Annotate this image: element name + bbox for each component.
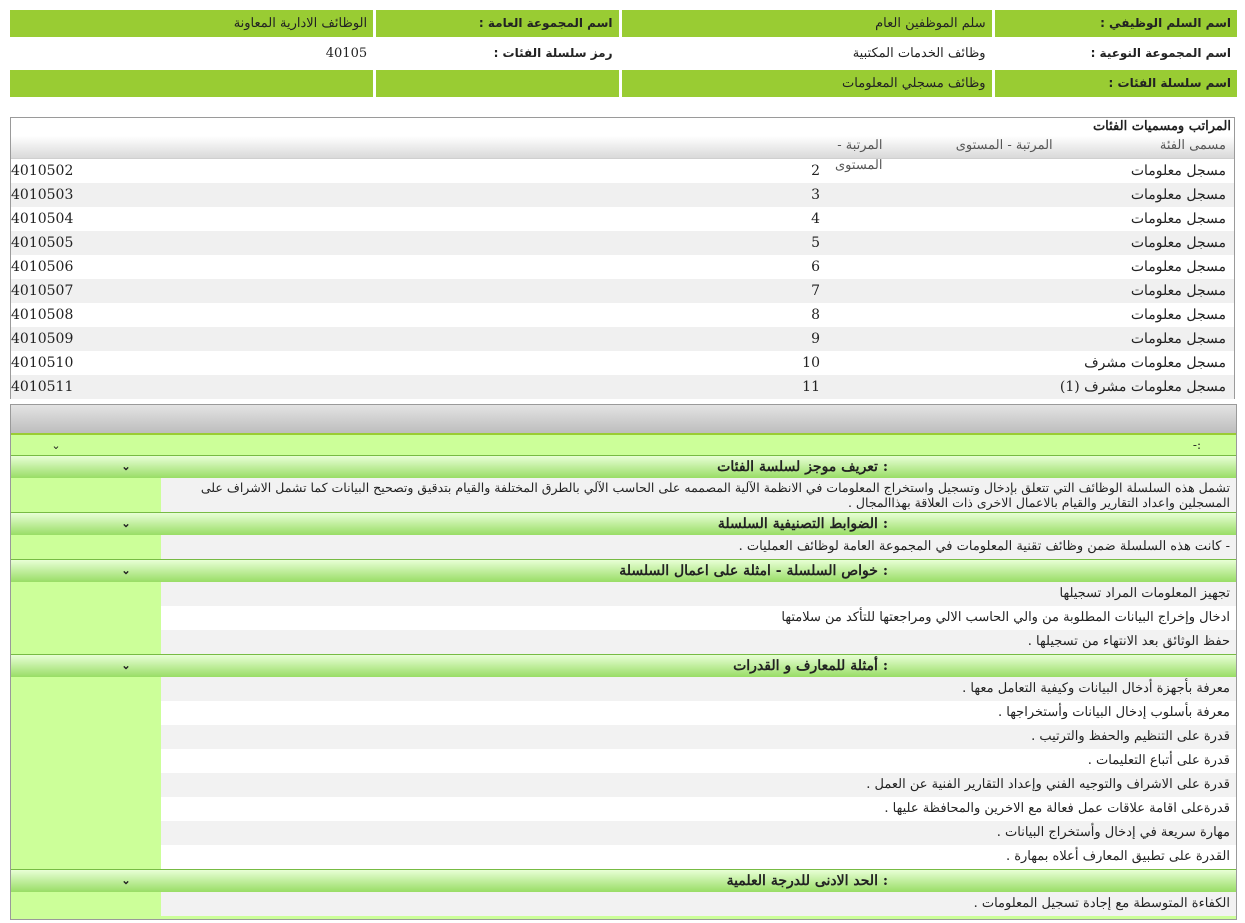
series-name-value: وظائف مسجلي المعلومات <box>622 70 992 97</box>
table-row <box>11 231 1234 255</box>
section-title: : تعريف موجز لسلسة الفئات <box>717 459 888 475</box>
code-cell: 4010507 <box>11 283 74 299</box>
category-name-cell: مسجل معلومات مشرف <box>1084 355 1226 371</box>
section-title: : الحد الادنى للدرجة العلمية <box>726 873 888 889</box>
section-spacer <box>11 892 161 916</box>
category-name-cell: مسجل معلومات <box>1130 187 1226 203</box>
section-spacer <box>11 845 161 869</box>
rank-cell: 2 <box>811 163 820 179</box>
category-name-cell: مسجل معلومات <box>1130 235 1226 251</box>
table-row <box>11 159 1234 183</box>
section-title: : أمثلة للمعارف و القدرات <box>733 658 888 674</box>
section-spacer <box>11 582 161 606</box>
chevron-down-icon[interactable]: ⌄ <box>121 517 131 530</box>
list-item <box>11 535 1236 559</box>
category-name-cell: مسجل معلومات <box>1130 307 1226 323</box>
scale-name-value: سلم الموظفين العام <box>622 10 992 37</box>
list-item <box>11 845 1236 869</box>
specific-group-label: اسم المجموعة النوعية : <box>995 40 1237 67</box>
section-spacer <box>11 821 161 845</box>
section-line: معرفة بأجهزة أدخال البيانات وكيفية التعامل معها . <box>161 677 1236 701</box>
table-row <box>11 279 1234 303</box>
section-header[interactable] <box>11 869 1236 892</box>
code-cell: 4010504 <box>11 211 74 227</box>
list-item <box>11 606 1236 630</box>
table-row <box>11 207 1234 231</box>
list-item <box>11 773 1236 797</box>
list-item <box>11 749 1236 773</box>
chevron-down-icon[interactable]: ⌄ <box>121 564 131 577</box>
grades-table <box>10 117 1235 399</box>
series-code-value: 40105 <box>10 40 373 67</box>
section-line: القدرة على تطبيق المعارف أعلاه بمهارة . <box>161 845 1236 869</box>
section-header[interactable] <box>11 654 1236 677</box>
section-spacer <box>11 773 161 797</box>
code-cell: 4010503 <box>11 187 74 203</box>
section-line: تشمل هذه السلسلة الوظائف التي تتعلق بإدخال وتسجيل واستخراج المعلومات في الانظمة الآلية المصممه على الحاسب الآلي بالطرق المختلفة والقيام بتدقيق وتصحيح البيانات كما تشمل الاشراف على المسجلين واعداد التقارير والقيام بالاعمال الاخرى ذات العلاقة بهذاالمجال . <box>161 478 1236 512</box>
list-item <box>11 478 1236 512</box>
list-item <box>11 701 1236 725</box>
code-cell: 4010508 <box>11 307 74 323</box>
list-item <box>11 725 1236 749</box>
col-rank[interactable]: المرتبة - المستوى <box>955 138 1053 153</box>
section-header[interactable] <box>11 455 1236 478</box>
category-name-cell: مسجل معلومات <box>1130 259 1226 275</box>
info-row-1 <box>10 10 1237 37</box>
table-row <box>11 255 1234 279</box>
section-spacer <box>11 749 161 773</box>
section-line: - كانت هذه السلسلة ضمن وظائف تقنية المعلومات في المجموعة العامة لوظائف العمليات . <box>161 535 1236 559</box>
code-cell: 4010510 <box>11 355 74 371</box>
chevron-down-icon[interactable]: ⌄ <box>121 460 131 473</box>
list-item <box>11 630 1236 654</box>
table-row <box>11 375 1234 399</box>
code-cell: 4010506 <box>11 259 74 275</box>
grades-title: المراتب ومسميات الفئات <box>1092 119 1231 134</box>
section-header[interactable] <box>11 559 1236 582</box>
table-row <box>11 351 1234 375</box>
panel-top-row <box>11 435 1236 455</box>
list-item <box>11 677 1236 701</box>
section-line: ادخال وإخراج البيانات المطلوبة من والي الحاسب الالي ومراجعتها للتأكد من سلامتها <box>161 606 1236 630</box>
general-group-label: اسم المجموعة العامة : <box>376 10 618 37</box>
chevron-down-icon[interactable]: ⌄ <box>51 438 61 452</box>
empty-label <box>376 70 618 97</box>
section-spacer <box>11 606 161 630</box>
info-row-3 <box>10 70 1237 97</box>
section-title: : الضوابط التصنيفية السلسلة <box>717 516 888 532</box>
section-spacer <box>11 630 161 654</box>
panel-top-label: :- <box>1192 438 1201 452</box>
col-code[interactable]: المرتبة - المستوى <box>835 138 883 173</box>
empty-value <box>10 70 373 97</box>
section-line: حفظ الوثائق بعد الانتهاء من تسجيلها . <box>161 630 1236 654</box>
table-row <box>11 327 1234 351</box>
code-cell: 4010511 <box>11 379 74 395</box>
col-category-name[interactable]: مسمى الفئة <box>1159 138 1226 153</box>
rank-cell: 8 <box>811 307 820 323</box>
list-item <box>11 797 1236 821</box>
section-spacer <box>11 677 161 701</box>
section-line: مهارة سريعة في إدخال وأستخراج البيانات . <box>161 821 1236 845</box>
rank-cell: 5 <box>811 235 820 251</box>
section-line: معرفة بأسلوب إدخال البيانات وأستخراجها . <box>161 701 1236 725</box>
category-name-cell: مسجل معلومات <box>1130 211 1226 227</box>
rank-cell: 9 <box>811 331 820 347</box>
section-spacer <box>11 797 161 821</box>
panel-toolbar <box>11 405 1236 435</box>
section-line: قدرة على الاشراف والتوجيه الفني وإعداد التقارير الفنية عن العمل . <box>161 773 1236 797</box>
code-cell: 4010502 <box>11 163 74 179</box>
section-spacer <box>11 725 161 749</box>
rank-cell: 11 <box>802 379 820 395</box>
section-line: تجهيز المعلومات المراد تسجيلها <box>161 582 1236 606</box>
panel-sections <box>11 455 1236 916</box>
category-name-cell: مسجل معلومات <box>1130 163 1226 179</box>
list-item <box>11 892 1236 916</box>
list-item <box>11 821 1236 845</box>
rank-cell: 4 <box>811 211 820 227</box>
code-cell: 4010505 <box>11 235 74 251</box>
series-code-label: رمز سلسلة الفئات : <box>376 40 618 67</box>
section-header[interactable] <box>11 512 1236 535</box>
general-group-value: الوظائف الادارية المعاونة <box>10 10 373 37</box>
info-row-2 <box>10 40 1237 67</box>
section-spacer <box>11 535 161 559</box>
rank-cell: 3 <box>811 187 820 203</box>
rank-cell: 6 <box>811 259 820 275</box>
specific-group-value: وظائف الخدمات المكتبية <box>622 40 992 67</box>
rank-cell: 10 <box>802 355 820 371</box>
chevron-down-icon[interactable]: ⌄ <box>121 659 131 672</box>
grades-body <box>11 159 1234 399</box>
table-row <box>11 303 1234 327</box>
rank-cell: 7 <box>811 283 820 299</box>
scale-name-label: اسم السلم الوظيفي : <box>995 10 1237 37</box>
section-line: قدرة على التنظيم والحفظ والترتيب . <box>161 725 1236 749</box>
code-cell: 4010509 <box>11 331 74 347</box>
section-line: الكفاءة المتوسطة مع إجادة تسجيل المعلومات . <box>161 892 1236 916</box>
series-description-panel <box>10 404 1237 920</box>
chevron-down-icon[interactable]: ⌄ <box>121 874 131 887</box>
classification-info <box>10 10 1237 100</box>
series-name-label: اسم سلسلة الفئات : <box>995 70 1237 97</box>
section-line: قدرة على أتباع التعليمات . <box>161 749 1236 773</box>
category-name-cell: مسجل معلومات <box>1130 283 1226 299</box>
list-item <box>11 582 1236 606</box>
section-title: : خواص السلسلة - امثلة على اعمال السلسلة <box>619 563 888 579</box>
category-name-cell: مسجل معلومات مشرف (1) <box>1059 379 1226 395</box>
category-name-cell: مسجل معلومات <box>1130 331 1226 347</box>
table-row <box>11 183 1234 207</box>
section-spacer <box>11 478 161 512</box>
section-spacer <box>11 701 161 725</box>
section-line: قدرةعلى اقامة علاقات عمل فعالة مع الاخرين والمحافظة عليها . <box>161 797 1236 821</box>
